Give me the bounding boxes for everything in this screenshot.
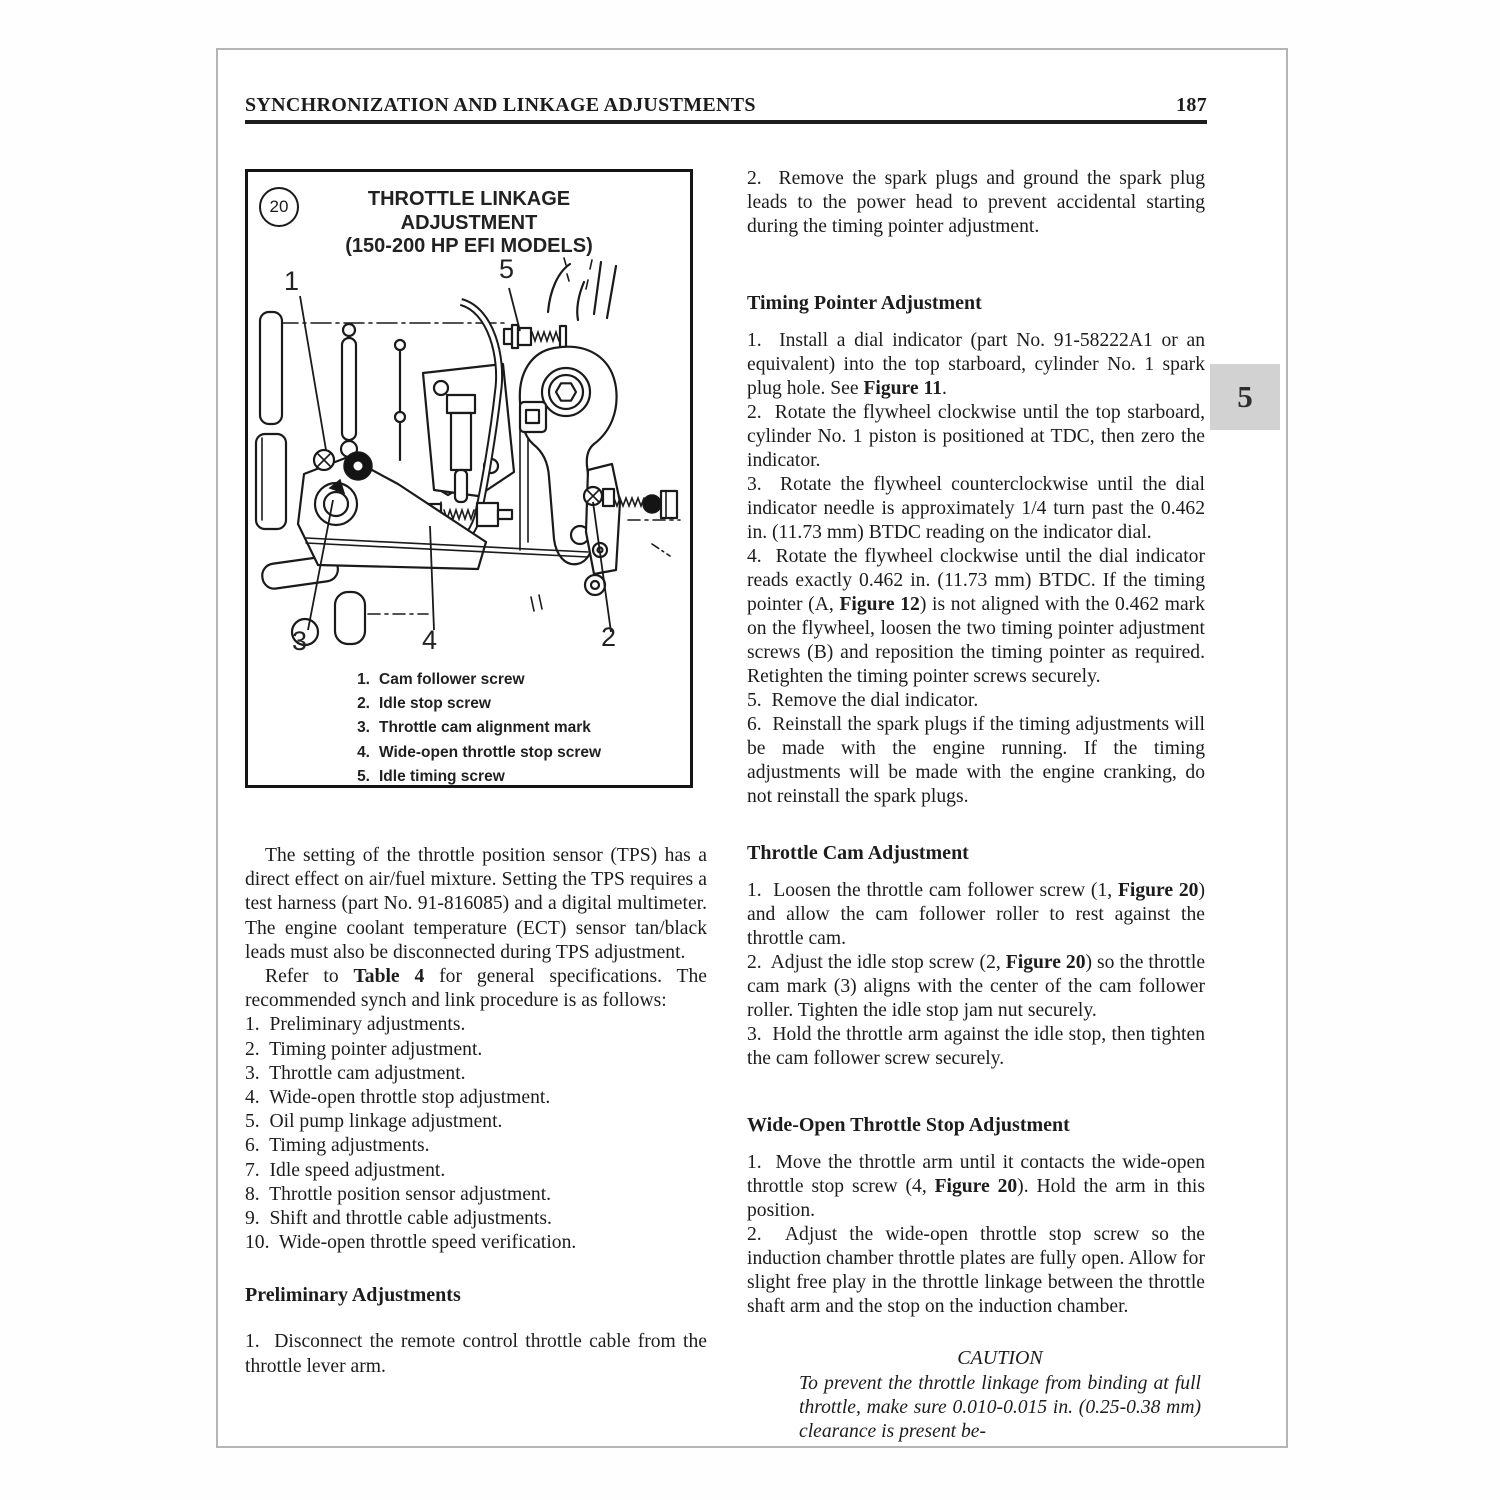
cam-step: 3. Hold the throttle arm against the idle stop, then tighten the cam follower screw securely. bbox=[747, 1024, 1205, 1069]
list-item: 6. Timing adjustments. bbox=[245, 1135, 430, 1157]
timing-step: 3. Rotate the flywheel counterclockwise until the dial indicator needle is approximately 1/4 turn past the 0.462 in. (11.73 mm) BTDC reading on the indicator dial. bbox=[747, 474, 1205, 543]
legend-item: 5. Idle timing screw bbox=[357, 767, 505, 785]
cam-step: 2. Adjust the idle stop screw (2, Figure 20) so the throttle cam mark (3) aligns with the center of the cam follower roller. Tighten the idle stop jam nut securely. bbox=[747, 952, 1206, 1021]
procedure-list bbox=[245, 1013, 707, 1255]
legend-item: 2. Idle stop screw bbox=[357, 695, 491, 713]
idle-timing-screw bbox=[504, 325, 566, 348]
page-number: 187 bbox=[1176, 94, 1207, 116]
timing-step: 4. Rotate the flywheel clockwise until the dial indicator reads exactly 0.462 in. (11.73 mm) BTDC. If the timing pointer (A, Figure 12) is not aligned with the 0.462 mark on the flywheel, loosen the two timing pointer adjustment screws (B) and reposition the timing pointer as required. Retighten the timing pointer screws securely. bbox=[747, 546, 1206, 687]
timing-step: 2. Rotate the flywheel clockwise until the top starboard, cylinder No. 1 piston is positioned at TDC, then zero the indicator. bbox=[747, 402, 1205, 471]
timing-step: 6. Reinstall the spark plugs if the timing adjustments will be made with the engine running. If the timing adjustments will be made with the engine cranking, do not reinstall the spark plugs. bbox=[747, 714, 1205, 807]
callout-1: 1 bbox=[284, 266, 300, 296]
figure-drawing bbox=[248, 252, 690, 672]
list-item: 2. Timing pointer adjustment. bbox=[245, 1038, 483, 1060]
figure-legend bbox=[348, 668, 601, 789]
heading-wide-open-throttle: Wide-Open Throttle Stop Adjustment bbox=[747, 1114, 1070, 1136]
figure-title: THROTTLE LINKAGE ADJUSTMENT (150-200 HP EFI MODELS) bbox=[345, 188, 593, 257]
paragraph-refer: Refer to Table 4 for general specifications. The recommended synch and link procedure is as follows: bbox=[245, 966, 707, 1012]
page-title: SYNCHRONIZATION AND LINKAGE ADJUSTMENTS bbox=[245, 94, 756, 116]
caution-text: To prevent the throttle linkage from binding at full throttle, make sure 0.010-0.015 in. (0.25-0.38 mm) clearance is present be- bbox=[799, 1373, 1201, 1442]
page bbox=[216, 48, 1288, 1448]
list-item: 1. Preliminary adjustments. bbox=[245, 1014, 466, 1036]
list-item: 5. Oil pump linkage adjustment. bbox=[245, 1111, 503, 1133]
legend-item: 1. Cam follower screw bbox=[357, 671, 525, 688]
list-item: 7. Idle speed adjustment. bbox=[245, 1159, 446, 1181]
timing-step: 1. Install a dial indicator (part No. 91-58222A1 or an equivalent) into the top starboard, cylinder No. 1 spark plug hole. See Figure 11. bbox=[747, 330, 1205, 399]
wot-step: 2. Adjust the wide-open throttle stop screw so the induction chamber throttle plates are fully open. Allow for slight free play in the throttle linkage between the throttle shaft arm and the stop on the induction chamber. bbox=[747, 1224, 1205, 1317]
right-column bbox=[747, 167, 1205, 1444]
timing-step: 5. Remove the dial indicator. bbox=[747, 690, 979, 711]
page-header bbox=[245, 94, 1207, 117]
cam-step: 1. Loosen the throttle cam follower screw (1, Figure 20) and allow the cam follower roller to rest against the throttle cam. bbox=[747, 880, 1205, 949]
idle-stop-screw bbox=[584, 464, 677, 595]
chapter-tab: 5 bbox=[1210, 364, 1280, 430]
figure-20-box bbox=[245, 169, 693, 788]
header-rule bbox=[245, 120, 1207, 124]
preliminary-step: 1. Disconnect the remote control throttle cable from the throttle lever arm. bbox=[245, 1331, 707, 1377]
callout-4: 4 bbox=[422, 625, 438, 655]
caution-heading: CAUTION bbox=[957, 1347, 1043, 1369]
list-item: 4. Wide-open throttle stop adjustment. bbox=[245, 1087, 551, 1109]
caution-block bbox=[799, 1346, 1201, 1444]
left-column bbox=[245, 844, 707, 1379]
wot-step: 1. Move the throttle arm until it contacts the wide-open throttle stop screw (4, Figure 20). Hold the arm in this position. bbox=[747, 1152, 1205, 1221]
upper-bracket bbox=[548, 258, 616, 320]
list-item: 8. Throttle position sensor adjustment. bbox=[245, 1183, 552, 1205]
callout-2: 2 bbox=[601, 622, 617, 652]
figure-number-badge: 20 bbox=[259, 187, 299, 227]
paragraph-tps: The setting of the throttle position sensor (TPS) has a direct effect on air/fuel mixture. Setting the TPS requires a test harness (part No. 91-816085) and a digital multimeter. The engine coolant temperature (ECT) sensor tan/black leads must also be disconnected during TPS adjustment. bbox=[245, 845, 707, 963]
paragraph-spark-plugs: 2. Remove the spark plugs and ground the spark plug leads to the power head to prevent accidental starting during the timing pointer adjustment. bbox=[747, 168, 1205, 237]
list-item: 9. Shift and throttle cable adjustments. bbox=[245, 1208, 552, 1230]
list-item: 10. Wide-open throttle speed verification. bbox=[245, 1232, 577, 1254]
heading-preliminary-adjustments: Preliminary Adjustments bbox=[245, 1284, 461, 1307]
heading-timing-pointer: Timing Pointer Adjustment bbox=[747, 292, 982, 314]
heading-throttle-cam: Throttle Cam Adjustment bbox=[747, 842, 969, 864]
legend-item: 4. Wide-open throttle stop screw bbox=[357, 743, 602, 761]
callout-3: 3 bbox=[292, 626, 308, 656]
legend-item: 3. Throttle cam alignment mark bbox=[357, 719, 591, 737]
callout-5: 5 bbox=[499, 254, 515, 284]
list-item: 3. Throttle cam adjustment. bbox=[245, 1062, 466, 1084]
